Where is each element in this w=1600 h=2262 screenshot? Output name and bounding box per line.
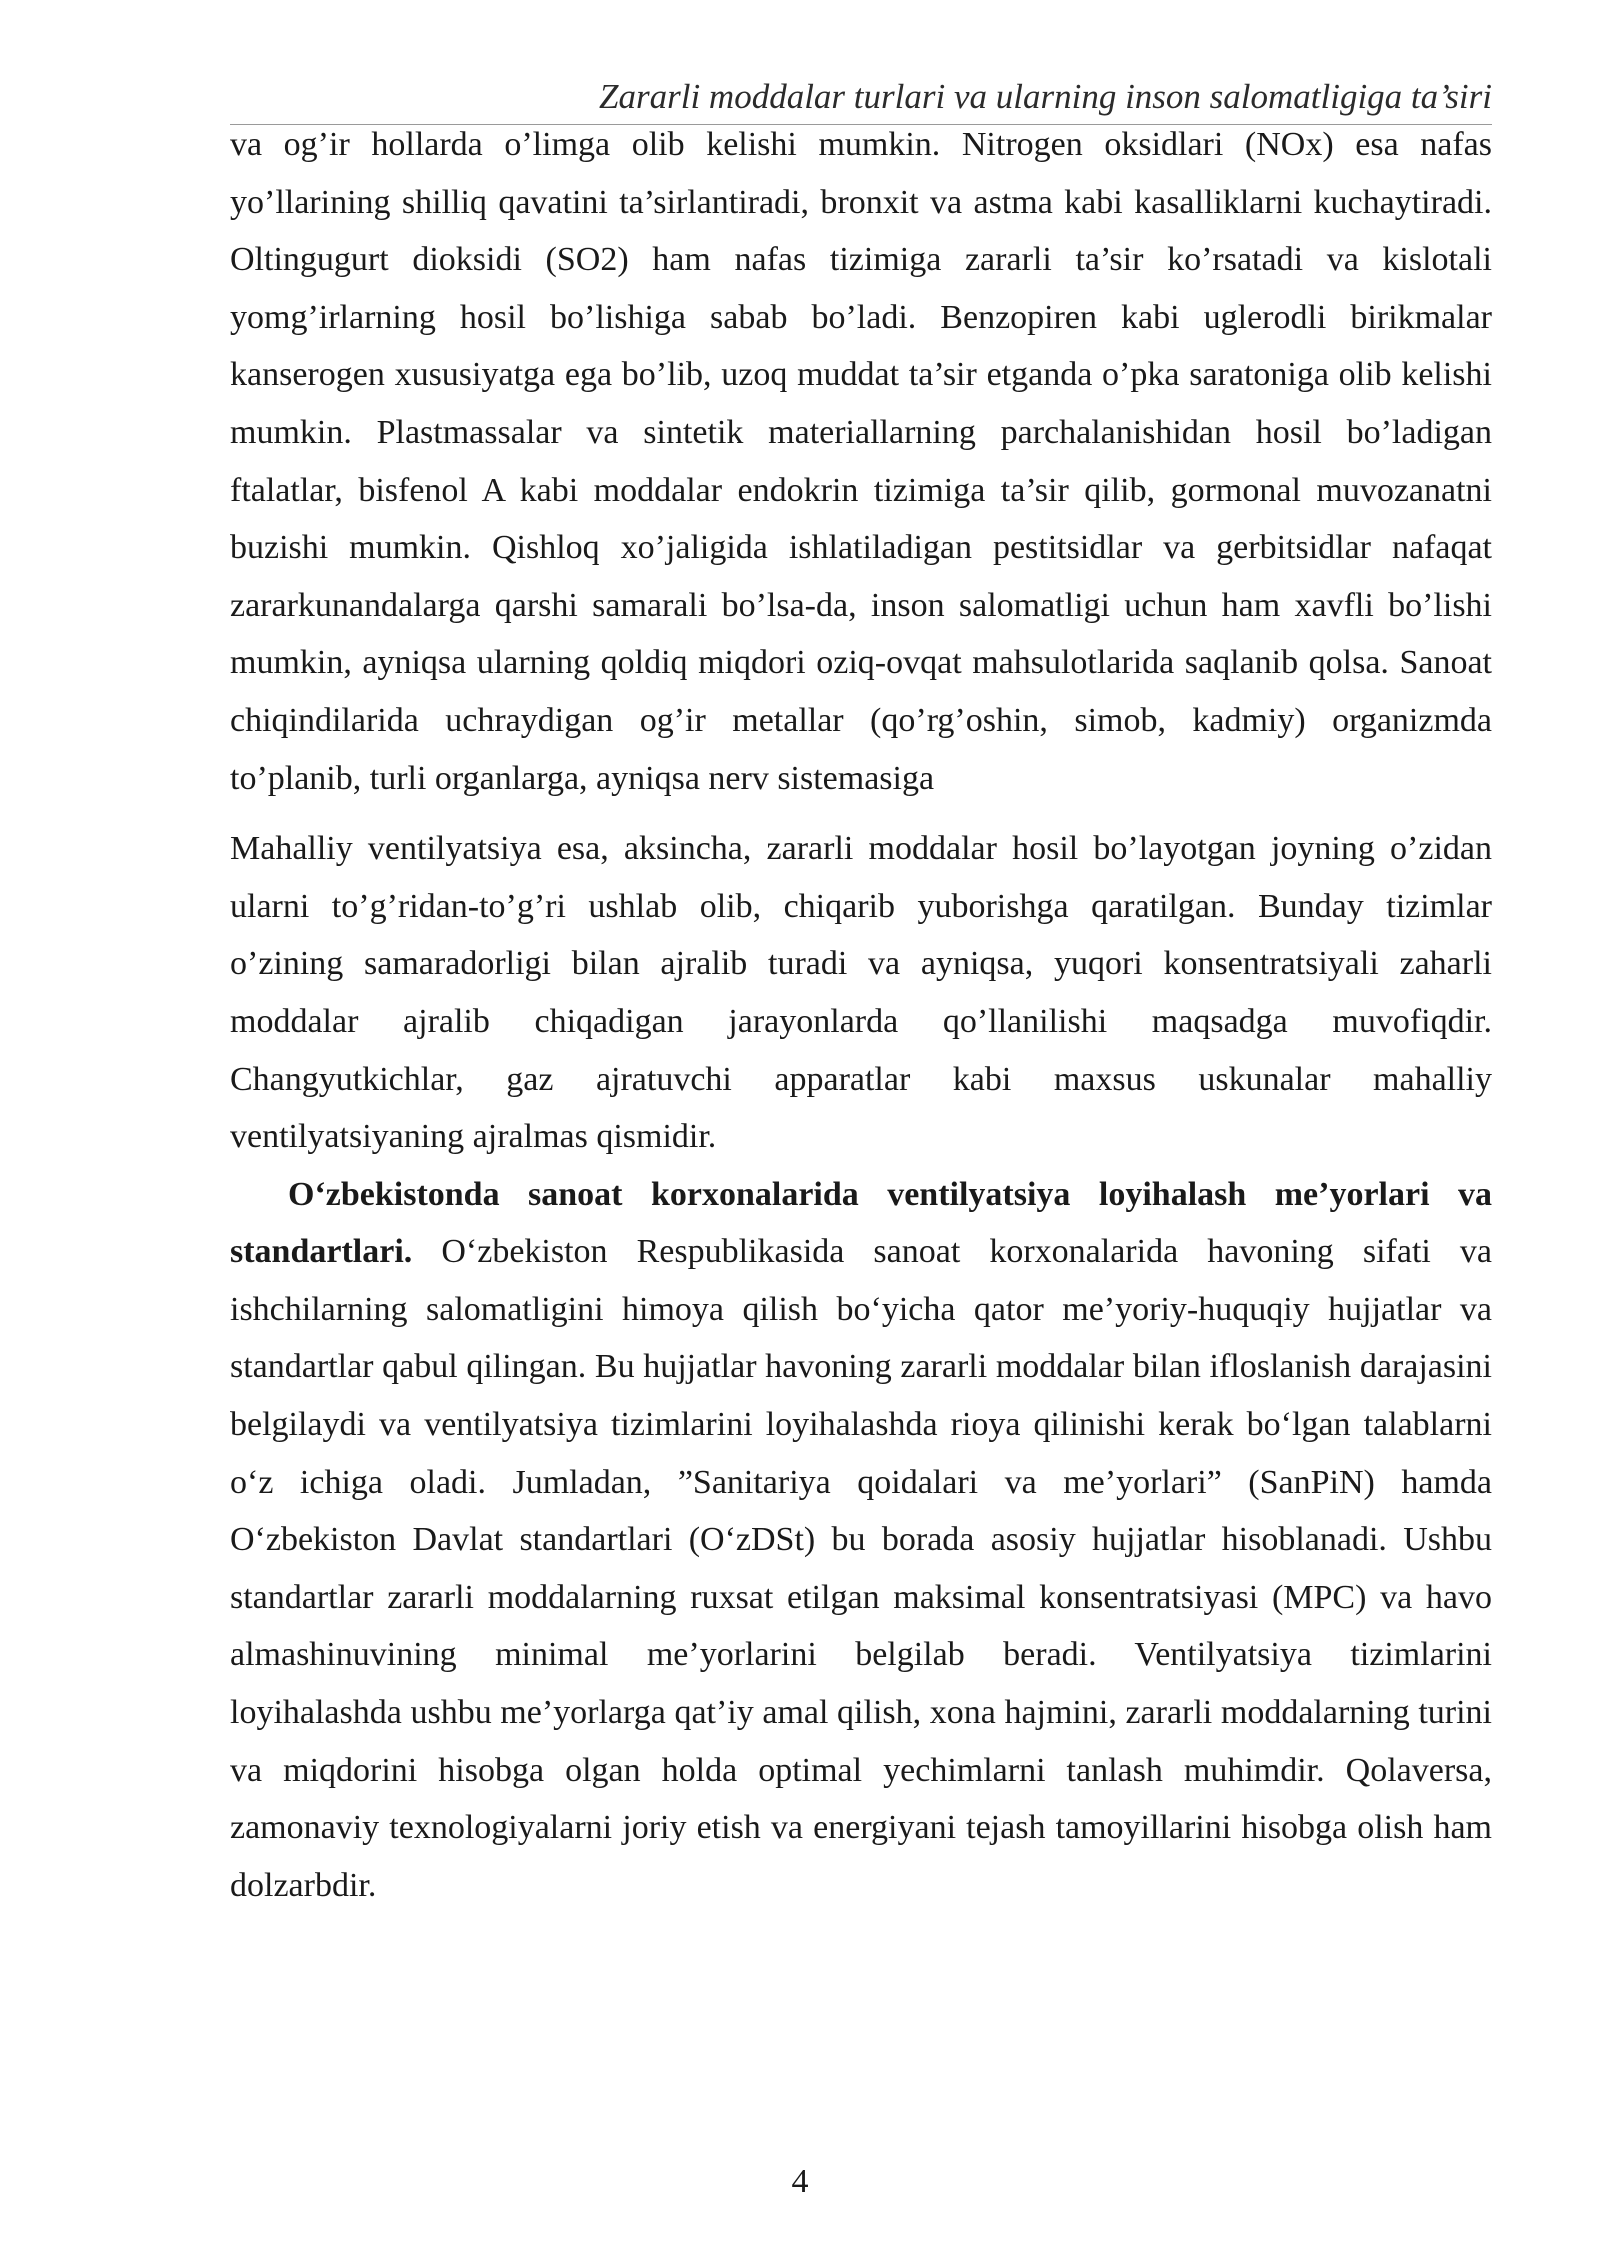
section-heading: O‘zbekistonda sanoat korxonalarida ventilyatsiya loyihalash me’yorlari va standartlari.	[230, 1175, 1492, 1271]
page-number: 4	[791, 2163, 809, 2200]
paragraph-continuation: va og’ir hollarda o’limga olib kelishi mumkin. Nitrogen oksidlari (NOx) esa nafas yo’llarining shilliq qavatini ta’sirlantiradi, bronxit va astma kabi kasalliklarni kuchaytiradi. Oltingugurt dioksidi (SO2) ham nafas tizimiga zararli ta’sir ko’rsatadi va kislotali yomg’irlarning hosil bo’lishiga sabab bo’ladi. Benzopiren kabi uglerodli birikmalar kanserogen xususiyatga ega bo’lib, uzoq muddat ta’sir etganda o’pka saratoniga olib kelishi mumkin. Plastmassalar va sintetik materiallarning parchalanishidan hosil bo’ladigan ftalatlar, bisfenol A kabi moddalar endokrin tizimiga ta’sir qilib, gormonal muvozanatni buzishi mumkin. Qishloq xo’jaligida ishlatiladigan pestitsidlar va gerbitsidlar nafaqat zararkunandalarga qarshi samarali bo’lsa-da, inson salomatligi uchun ham xavfli bo’lishi mumkin, ayniqsa ularning qoldiq miqdori oziq-ovqat mahsulotlarida saqlanib qolsa. Sanoat chiqindilarida uchraydigan og’ir metallar (qo’rg’oshin, simob, kadmiy) organizmda to’planib, turli organlarga, ayniqsa nerv sistemasiga	[230, 126, 1492, 797]
paragraph-local-ventilation: Mahalliy ventilyatsiya esa, aksincha, zararli moddalar hosil bo’layotgan joyning o’zidan ularni to’g’ridan-to’g’ri ushlab olib, chiqarib yuborishga qaratilgan. Bunday tizimlar o’zining samaradorligi bilan ajralib turadi va ayniqsa, yuqori konsentratsiyali zaharli moddalar ajralib chiqadigan jarayonlarda qo’llanilishi maqsadga muvofiqdir. Changyutkichlar, gaz ajratuvchi apparatlar kabi maxsus uskunalar mahalliy ventilyatsiyaning ajralmas qismidir.	[230, 830, 1492, 1156]
paragraph-standards	[230, 1166, 1492, 1915]
running-header: Zararli moddalar turlari va ularning inson salomatligiga ta’siri	[230, 70, 1492, 125]
body-text	[230, 116, 1492, 1914]
section-body: O‘zbekiston Respublikasida sanoat korxonalarida havoning sifati va ishchilarning salomatligini himoya qilish bo‘yicha qator me’yoriy-huquqiy hujjatlar va standartlar qabul qilingan. Bu hujjatlar havoning zararli moddalar bilan ifloslanish darajasini belgilaydi va ventilyatsiya tizimlarini loyihalashda rioya qilinishi kerak bo‘lgan talablarni o‘z ichiga oladi. Jumladan, ”Sanitariya qoidalari va me’yorlari” (SanPiN) hamda O‘zbekiston Davlat standartlari (O‘zDSt) bu borada asosiy hujjatlar hisoblanadi. Ushbu standartlar zararli moddalarning ruxsat etilgan maksimal konsentratsiyasi (MPC) va havo almashinuvining minimal me’yorlarini belgilab beradi. Ventilyatsiya tizimlarini loyihalashda ushbu me’yorlarga qat’iy amal qilish, xona hajmini, zararli moddalarning turini va miqdorini hisobga olgan holda optimal yechimlarni tanlash muhimdir. Qolaversa, zamonaviy texnologiyalarni joriy etish va energiyani tejash tamoyillarini hisobga olish ham dolzarbdir.	[230, 1233, 1492, 1904]
